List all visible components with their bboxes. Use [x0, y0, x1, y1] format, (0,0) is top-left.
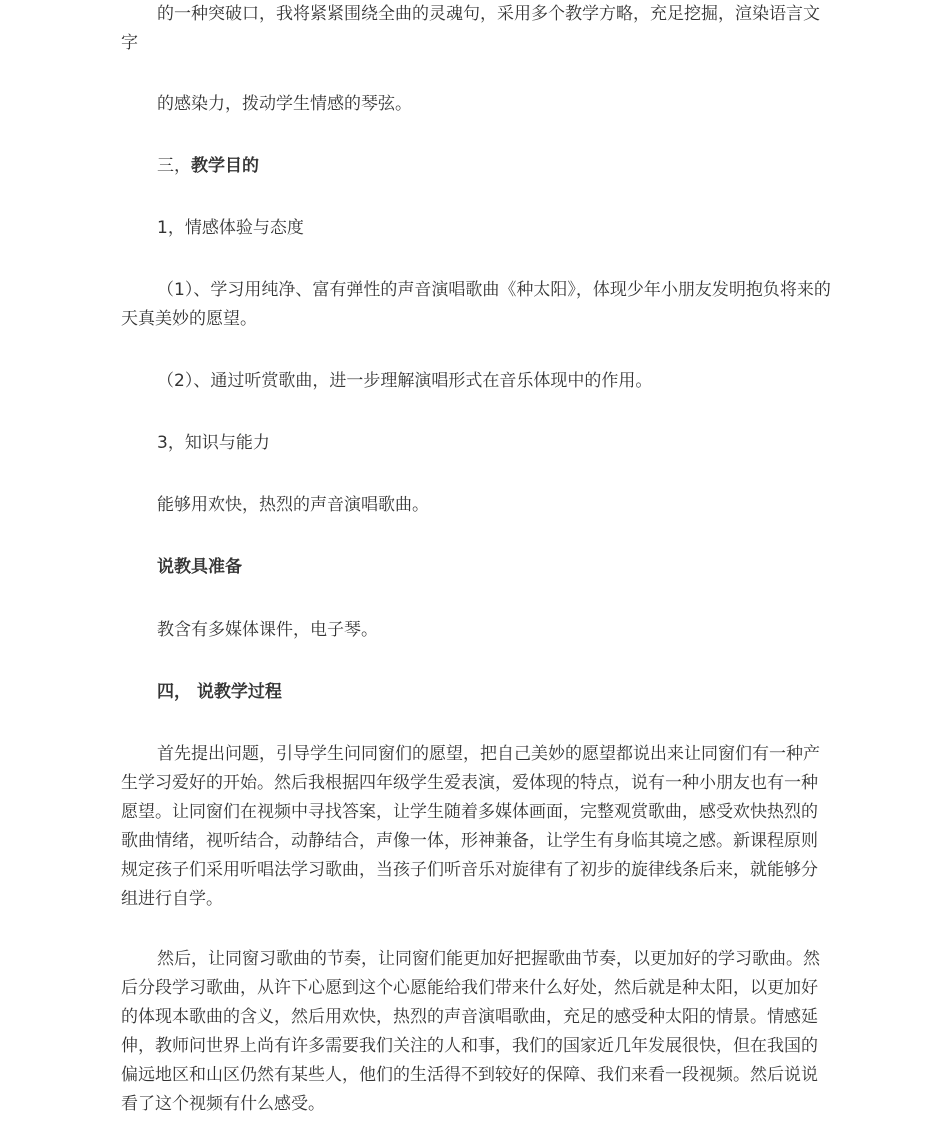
paragraph-process-1: 首先提出问题，引导学生问同窗们的愿望，把自己美妙的愿望都说出来让同窗们有一种产生学习爱好的开始。然后我根据四年级学生爱表演，爱体现的特点，说有一种小朋友也有一种愿望。让同窗们在视频中寻找答案，让学生随着多媒体画面，完整观赏歌曲，感受欢快热烈的歌曲情绪，视听结合，动静结合，声像一体，形神兼备，让学生有身临其境之感。新课程原则规定孩子们采用听唱法学习歌曲，当孩子们听音乐对旋律有了初步的旋律线条后来，就能够分组进行自学。 — [121, 744, 820, 909]
section-number: 三， — [157, 156, 191, 176]
paragraph-sing-cheerfully: 能够用欢快，热烈的声音演唱歌曲。 — [157, 495, 429, 515]
section-heading-teaching-aids: 说教具准备 — [157, 557, 242, 577]
paragraph-teaching-aids: 教含有多媒体课件，电子琴。 — [157, 620, 378, 640]
paragraph-process-2: 然后，让同窗习歌曲的节奏，让同窗们能更加好把握歌曲节奏，以更加好的学习歌曲。然后分段学习歌曲，从许下心愿到这个心愿能给我们带来什么好处，然后就是种太阳，以更加好的体现本歌曲的含义，然后用欢快，热烈的声音演唱歌曲，充足的感受种太阳的情景。情感延伸，教师问世界上尚有许多需要我们关注的人和事，我们的国家近几年发展很快，但在我国的偏远地区和山区仍然有某些人，他们的生活得不到较好的保障、我们来看一段视频。然后说说看了这个视频有什么感受。 — [121, 949, 820, 1114]
section-heading-teaching-process: 四， 说教学过程 — [157, 682, 282, 702]
paragraph-2: 的感染力，拨动学生情感的琴弦。 — [157, 94, 412, 114]
paragraph-emotion-attitude: 1，情感体验与态度 — [157, 218, 304, 238]
paragraph-goal-2: （2）、通过听赏歌曲，进一步理解演唱形式在音乐体现中的作用。 — [157, 371, 653, 391]
section-heading-teaching-goals — [121, 152, 833, 181]
paragraph-knowledge-ability: 3，知识与能力 — [157, 433, 270, 453]
paragraph-goal-1: （1）、学习用纯净、富有弹性的声音演唱歌曲《种太阳》，体现少年小朋友发明抱负将来的天真美妙的愿望。 — [121, 280, 831, 329]
section-title: 教学目的 — [191, 156, 259, 176]
paragraph-1: 的一种突破口，我将紧紧围绕全曲的灵魂句，采用多个教学方略，充足挖掘，渲染语言文字 — [121, 4, 820, 53]
